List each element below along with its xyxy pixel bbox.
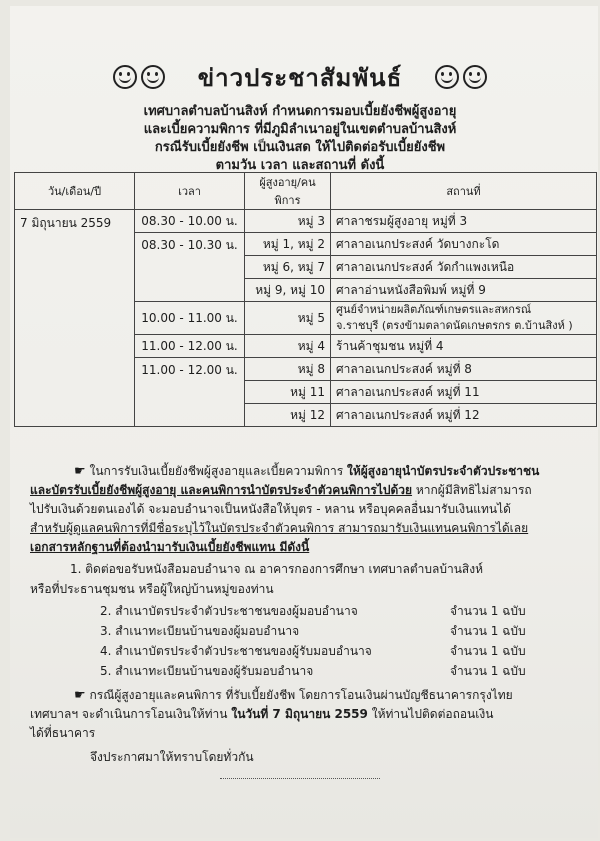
place-cell: ศาลาอเนกประสงค์ หมู่ที่ 8 [331,358,597,381]
notice-paragraph [30,462,575,557]
table-row [15,210,597,233]
list-item [60,602,580,622]
pointing-hand-icon: ☛ [74,464,86,479]
closing-line: จึงประกาศมาให้ทราบโดยทั่วกัน [90,750,254,764]
smiley-face-icon [435,65,459,89]
time-cell: 10.00 - 11.00 น. [135,302,245,335]
place-cell: ศาลาอเนกประสงค์ วัดกำแพงเหนือ [331,256,597,279]
village-cell: หมู่ 3 [245,210,331,233]
place-cell: ร้านค้าชุมชน หมู่ที่ 4 [331,335,597,358]
page-title: ข่าวประชาสัมพันธ์ [197,64,403,92]
para1-e: ไปรับเงินด้วยตนเองได้ จะมอบอำนาจเป็นหนังสือให้บุตร - หลาน หรือบุคคลอื่นมารับเงินแทนได้ [30,502,511,516]
time-cell: 11.00 - 12.00 น. [135,358,245,427]
place-line-2: จ.ราชบุรี (ตรงข้ามตลาดนัดเกษตรกร ต.บ้านสิงห์ ) [336,319,573,332]
header-place: สถานที่ [331,173,597,210]
smiley-face-icon [141,65,165,89]
list-item: 1. ติดต่อขอรับหนังสือมอบอำนาจ ณ อาคารกองการศึกษา เทศบาลตำบลบ้านสิงห์ [70,562,484,576]
doc-qty: จำนวน 1 ฉบับ [450,624,526,638]
village-cell: หมู่ 11 [245,381,331,404]
place-cell: ศาลาอเนกประสงค์ หมู่ที่ 11 [331,381,597,404]
village-cell: หมู่ 6, หมู่ 7 [245,256,331,279]
smiley-face-icon [113,65,137,89]
header [0,58,600,97]
place-cell: ศาลาชรมผู้สูงอายุ หมู่ที่ 3 [331,210,597,233]
header-time: เวลา [135,173,245,210]
table-header-row [15,173,597,210]
village-cell: หมู่ 5 [245,302,331,335]
village-cell: หมู่ 9, หมู่ 10 [245,279,331,302]
header-village: ผู้สูงอายุ/คนพิการ [245,173,331,210]
para1-f: สำหรับผู้ดูแลคนพิการที่มีชื่อระบุไว้ในบัตรประจำตัวคนพิการ สามารถมารับเงินแทนคนพิการได้เลย [30,521,529,535]
doc-text: 4. สำเนาบัตรประจำตัวประชาชนของผู้รับมอบอำนาจ [100,644,372,658]
para2-d: ให้ท่านไปติดต่อถอนเงิน [371,707,494,721]
transfer-paragraph [30,686,575,743]
para1-a: ในการรับเงินเบี้ยยังชีพผู้สูงอายุและเบี้ยความพิการ [89,464,344,478]
para2-a: กรณีผู้สูงอายุและคนพิการ ที่รับเบี้ยยังชีพ โดยการโอนเงินผ่านบัญชีธนาคารกรุงไทย [89,688,513,702]
signature-line [220,778,380,779]
list-item [60,622,580,642]
subtitle-line-3: กรณีรับเบี้ยยังชีพ เป็นเงินสด ให้ไปติดต่อรับเบี้ยยังชีพ [154,140,446,155]
docs-title: เอกสารหลักฐานที่ต้องนำมารับเงินเบี้ยยังชีพแทน มีดังนี้ [30,540,310,554]
doc-text: 5. สำเนาทะเบียนบ้านของผู้รับมอบอำนาจ [100,664,314,678]
pointing-hand-icon: ☛ [74,688,86,703]
para1-d: หากผู้มีสิทธิไม่สามารถ [415,483,532,497]
place-cell: ศาลาอเนกประสงค์ หมู่ที่ 12 [331,404,597,427]
subtitle-line-4: ตามวัน เวลา และสถานที่ ดังนี้ [215,158,385,173]
header-date: วัน/เดือน/ปี [15,173,135,210]
doc-text: 3. สำเนาทะเบียนบ้านของผู้มอบอำนาจ [100,624,300,638]
subtitle-line-1: เทศบาลตำบลบ้านสิงห์ กำหนดการมอบเบี้ยยังชีพผู้สูงอายุ [143,104,457,119]
subtitle-line-2: และเบี้ยความพิการ ที่มีภูมิลำเนาอยู่ในเขตตำบลบ้านสิงห์ [143,122,457,137]
doc-qty: จำนวน 1 ฉบับ [450,664,526,678]
para2-e: ได้ที่ธนาคาร [30,726,96,740]
smiley-face-icon [463,65,487,89]
village-cell: หมู่ 1, หมู่ 2 [245,233,331,256]
list-item [60,662,580,682]
para2-b: เทศบาลฯ จะดำเนินการโอนเงินให้ท่าน [30,707,228,721]
list-item [60,642,580,662]
place-cell: ศาลาอ่านหนังสือพิมพ์ หมู่ที่ 9 [331,279,597,302]
village-cell: หมู่ 4 [245,335,331,358]
place-cell: ศาลาอเนกประสงค์ วัดบางกะโด [331,233,597,256]
documents-list [30,560,580,682]
village-cell: หมู่ 12 [245,404,331,427]
time-cell: 08.30 - 10.30 น. [135,233,245,302]
para1-c: และบัตรรับเบี้ยยังชีพผู้สูงอายุ และคนพิการนำบัตรประจำตัวคนพิการไปด้วย [30,483,413,497]
place-cell [331,302,597,335]
place-line-1: ศูนย์จำหน่ายผลิตภัณฑ์เกษตรและสหกรณ์ [336,303,532,316]
doc-text: 2. สำเนาบัตรประจำตัวประชาชนของผู้มอบอำนาจ [100,604,358,618]
schedule-table [14,172,597,427]
village-cell: หมู่ 8 [245,358,331,381]
doc-qty: จำนวน 1 ฉบับ [450,644,526,658]
time-cell: 08.30 - 10.00 น. [135,210,245,233]
para1-b: ให้ผู้สูงอายุนำบัตรประจำตัวประชาชน [347,464,540,478]
date-cell: 7 มิถุนายน 2559 [15,210,135,427]
para2-c: ในวันที่ 7 มิถุนายน 2559 [231,707,368,721]
list-item: หรือที่ประธานชุมชน หรือผู้ใหญ่บ้านหมู่ของท่าน [30,582,274,596]
time-cell: 11.00 - 12.00 น. [135,335,245,358]
doc-qty: จำนวน 1 ฉบับ [450,604,526,618]
